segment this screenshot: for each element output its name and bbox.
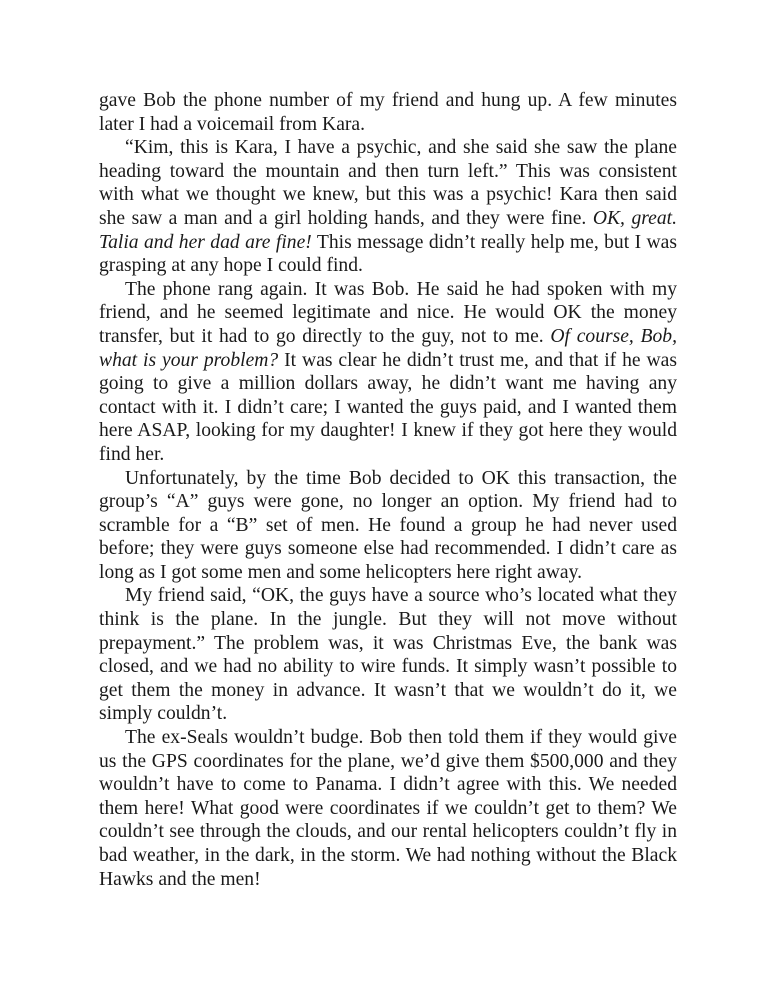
para-1-text: gave Bob the phone number of my friend and hung up. A few minutes later I had a voicemail from Kara. bbox=[99, 90, 677, 135]
para-2-text-a: “Kim, this is Kara, I have a psychic, and she said she saw the plane heading toward the mountain and then turn left.” This was consistent with what we thought we knew, but this was a psychic! Kara then said she saw a man and a girl holding hands, and they were fine. bbox=[99, 137, 677, 229]
paragraph-3 bbox=[99, 278, 677, 467]
para-3-text-b: It was clear he didn’t trust me, and that if he was going to give a million dollars away, he didn’t want me having any contact with it. I didn’t care; I wanted the guys paid, and I wanted them here ASAP, looking for my daughter! I knew if they got here they would find her. bbox=[99, 349, 677, 465]
para-4-text: Unfortunately, by the time Bob decided to OK this transaction, the group’s “A” guys were gone, no longer an option. My friend had to scramble for a “B” set of men. He found a group he had never used before; they were guys someone else had recommended. I didn’t care as long as I got some men and some helicopters here right away. bbox=[99, 467, 677, 583]
paragraph-4 bbox=[99, 467, 677, 585]
para-6-text: The ex-Seals wouldn’t budge. Bob then told them if they would give us the GPS coordinates for the plane, we’d give them $500,000 and they wouldn’t have to come to Panama. I didn’t agree with this. We needed them here! What good were coordinates if we couldn’t get to them? We couldn’t see through the clouds, and our rental helicopters couldn’t fly in bad weather, in the dark, in the storm. We had nothing without the Black Hawks and the men! bbox=[99, 727, 677, 890]
para-3-italic: Of course, Bob, what is your problem? bbox=[99, 325, 678, 371]
paragraph-6 bbox=[99, 726, 677, 891]
para-2-italic: OK, great. Talia and her dad are fine! bbox=[99, 207, 677, 253]
para-5-text: My friend said, “OK, the guys have a source who’s located what they think is the plane. In the jungle. But they will not move without prepayment.” The problem was, it was Christmas Eve, the bank was closed, and we had no ability to wire funds. It simply wasn’t possible to get them the money in advance. It wasn’t that we wouldn’t do it, we simply couldn’t. bbox=[99, 585, 677, 725]
page-body bbox=[99, 89, 677, 891]
para-2-text-b: This message didn’t really help me, but I was grasping at any hope I could find. bbox=[99, 231, 677, 277]
para-3-text-a: The phone rang again. It was Bob. He said he had spoken with my friend, and he seemed legitimate and nice. He would OK the money transfer, but it had to go directly to the guy, not to me. bbox=[99, 278, 677, 347]
paragraph-5 bbox=[99, 584, 677, 726]
paragraph-1 bbox=[99, 89, 677, 136]
paragraph-2 bbox=[99, 136, 677, 278]
